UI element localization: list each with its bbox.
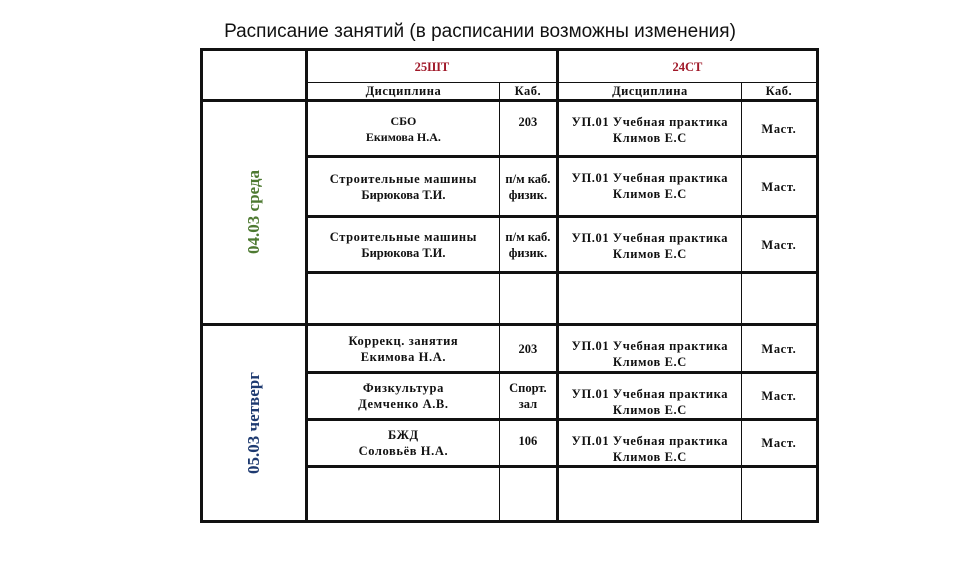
g2-room-cell: Маст. [741, 420, 817, 467]
g2-discipline-cell [557, 325, 741, 373]
g2-room-cell: Маст. [741, 217, 817, 273]
teacher: Климов Е.С [612, 187, 687, 201]
g1-discipline-cell [306, 420, 499, 467]
g2-room-cell: Маст. [741, 325, 817, 373]
g1-room-cell [499, 157, 557, 217]
g1-room-cell [499, 467, 557, 522]
room: п/м каб. [505, 171, 551, 186]
subject: УП.01 Учебная практика [571, 434, 729, 448]
g1-discipline-cell [306, 217, 499, 273]
room-header: Каб. [499, 83, 557, 101]
g1-room-cell [499, 217, 557, 273]
day-label-cell [202, 101, 307, 325]
subject: Коррекц. занятия [348, 333, 459, 348]
g1-room-cell [499, 101, 557, 157]
g2-discipline-cell [557, 157, 741, 217]
g2-room-cell: Маст. [741, 101, 817, 157]
subject: УП.01 Учебная практика [571, 339, 729, 353]
teacher: Соловьёв Н.А. [358, 444, 449, 458]
group-name-24st: 24СТ [557, 50, 817, 83]
g1-discipline-cell [306, 467, 499, 522]
g1-discipline-cell [306, 325, 499, 373]
subject: УП.01 Учебная практика [571, 387, 729, 401]
g2-discipline-cell [557, 420, 741, 467]
teacher: Климов Е.С [612, 403, 687, 417]
subject: Строительные машины [329, 229, 478, 244]
teacher: Демченко А.В. [358, 397, 449, 411]
discipline-header: Дисциплина [557, 83, 741, 101]
schedule-title: Расписание занятий (в расписании возможны изменения) [224, 21, 736, 42]
group-name-25sht: 25ШТ [306, 50, 557, 83]
teacher: Климов Е.С [612, 131, 687, 145]
room: 106 [518, 434, 538, 448]
g1-discipline-cell [306, 273, 499, 325]
room: 203 [518, 341, 538, 356]
room-extra: физик. [508, 245, 548, 260]
g1-room-cell [499, 325, 557, 373]
day-label: 05.03 четверг [243, 371, 263, 474]
g1-discipline-cell [306, 157, 499, 217]
teacher: Екимова Н.А. [365, 129, 441, 144]
subject: УП.01 Учебная практика [571, 115, 729, 129]
g1-discipline-cell [306, 373, 499, 420]
day-label: 04.03 среда [243, 170, 263, 254]
day-label-cell [202, 325, 307, 522]
g2-discipline-cell [557, 467, 741, 522]
g1-room-cell [499, 420, 557, 467]
discipline-header: Дисциплина [306, 83, 499, 101]
g1-room-cell [499, 373, 557, 420]
g2-discipline-cell [557, 217, 741, 273]
g2-room-cell [741, 467, 817, 522]
room-extra: физик. [508, 187, 548, 202]
room: п/м каб. [505, 229, 551, 244]
subject: УП.01 Учебная практика [571, 231, 729, 245]
g2-discipline-cell [557, 101, 741, 157]
group-header-row [202, 50, 818, 83]
g2-room-cell: Маст. [741, 373, 817, 420]
g2-discipline-cell [557, 373, 741, 420]
subject: БЖД [388, 428, 419, 442]
g1-room-cell [499, 273, 557, 325]
room-header: Каб. [741, 83, 817, 101]
room: 203 [518, 115, 538, 129]
g2-discipline-cell [557, 273, 741, 325]
subject: Физкультура [362, 381, 444, 395]
table-row [202, 101, 818, 157]
room-extra: зал [518, 397, 538, 411]
schedule-table [200, 48, 819, 523]
teacher: Климов Е.С [612, 247, 687, 261]
subject: Строительные машины [329, 171, 478, 186]
teacher: Климов Е.С [612, 355, 687, 369]
room: Спорт. [509, 381, 547, 395]
teacher: Бирюкова Т.И. [361, 187, 446, 202]
teacher: Екимова Н.А. [360, 349, 447, 364]
g1-discipline-cell [306, 101, 499, 157]
corner-cell [202, 50, 307, 101]
subject: СБО [390, 113, 417, 128]
teacher: Бирюкова Т.И. [361, 245, 446, 260]
subject: УП.01 Учебная практика [571, 171, 729, 185]
g2-room-cell [741, 273, 817, 325]
g2-room-cell: Маст. [741, 157, 817, 217]
teacher: Климов Е.С [612, 450, 687, 464]
table-row [202, 325, 818, 373]
